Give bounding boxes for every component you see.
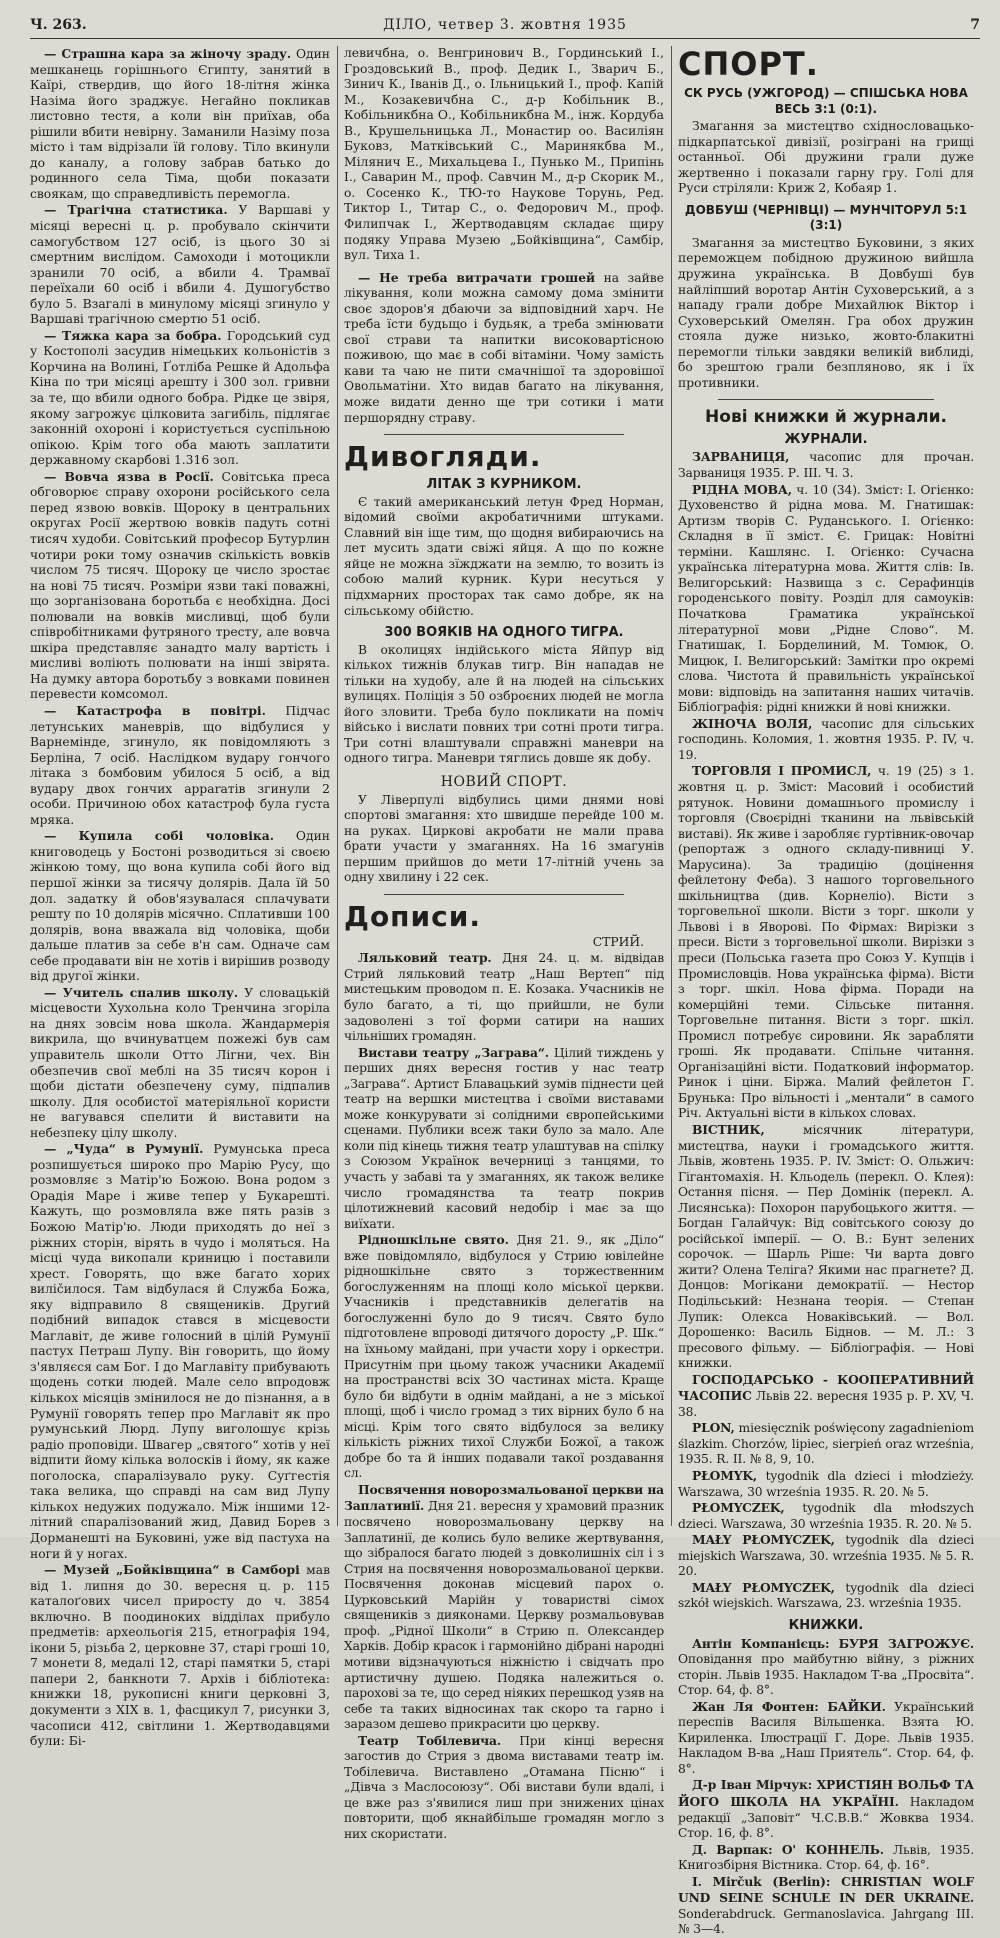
book-entry: Д-р Іван Мірчук: ХРИСТІЯН ВОЛЬФ ТА ЙОГО ШКОЛА НА УКРАЇНІ. Накладом редакції „Заповіт“ Ч.С.В.В.“ Жовква 1934. Стор. 16, ф. 8°. xyxy=(678,1777,975,1841)
section-title-books: Нові книжки й журнали. xyxy=(705,407,947,428)
news-item xyxy=(30,1562,330,1750)
report-item xyxy=(344,1733,664,1843)
match-heading: СК РУСЬ (УЖГОРОД) — СПІШСЬКА НОВА ВЕСЬ 3:1 (0:1). xyxy=(684,86,968,116)
journal-entry: PLON, miesięcznik poświęcony zagadnieniom ślazkim. Chorzów, lipiec, sierpień oraz września, 1935. R. II. № 8, 9, 10. xyxy=(678,1420,974,1467)
journal-entry: ГОСПОДАРСЬКО - КООПЕРАТИВНИЙ ЧАСОПИС Львів 22. вересня 1935 р. Р. XV, Ч. 38. xyxy=(678,1371,974,1419)
article-heading: ЛІТАК З КУРНИКОМ. xyxy=(426,477,582,493)
column-rule xyxy=(337,46,338,1526)
journal-entry: ТОРГОВЛЯ І ПРОМИСЛ, ч. 19 (25) з 1. жовтня ц. р. Зміст: Масовий і особистий рятунок. Новини домашнього промислу і торговля (Своєрідні тканини на львівській виставі). Як живе і заробляє гуртівник-овочар (репортаж з одного складу-пивниці У. Марусина). За традицію (доцінення фейлетону Феба). З нашого торговельного шкільництва (див. Корнеліо). Вісти з торговельної школи. Вісти з торг. школи у Львові і в Яворові. По Фірмах: Вирізки з преси. Вісти з торговельної школи. Вирізки з преси (Польська газета про Союз У. Купців і Промисловців. Нова українська фірма). Вісти з торг. шкіл. Нова фірма. Поради на комерційні теми. Сільське питання. Торговельне питання. Вісти з торг. шкіл. Промисл потребує сировини. Як зарабляти гроші. Як продавати. Спільне читання. Організаційні вісти. Податковий інформатор. Ринок і ціни. Біржа. Малий фейлетон Г. Брунька: Про вільності і „ментали“ в самого Річ. Актуальні вісти в кількох словах. xyxy=(678,763,974,1121)
subheading-books: КНИЖКИ. xyxy=(788,1617,864,1633)
news-lead: — Катастрофа в повітрі. xyxy=(44,702,266,718)
report-item xyxy=(344,1045,664,1233)
journal-entry: ЗАРВАНИЦЯ, часопис для прочан. Зарваниця 1935. Р. III. Ч. 3. xyxy=(678,449,974,481)
match-report: Змагання за мистецтво Буковини, з яких переможцем побідною дружиною вийшла дружина українська. В Довбуші був найліпший воротар Антін Суховерський, а з нападу грали добре Михайлюк Віктор і Суховерський Омелян. Гра обох дружин стояла дуже низько, жовто-блакитні перемогли тільки завдяки великій виблиді, бо зрештою грали безпляново, як і їх противники. xyxy=(678,235,974,390)
journal-entry: РІДНА МОВА, ч. 10 (34). Зміст: І. Огієнко: Духовенство й рідна мова. М. Гнатишак: Артизм творів С. Руданського. І. Огієнко: Складня в її зміст. Є. Грицак: Новітні терміни. Кашлянс. І. Огієнко: Сучасна українська літературна мова. Життя слів: Ів. Велигорський: Назвища з с. Серафинців городенського повіту. Розділ для самоуків: Початкова Граматика української літературної мови „Рідне Слово“. М. Гнатишак, І. Борделиний, М. Томюк, О. Мицюк, І. Велигорський: Замітки про окремі слова. Чистота й правильність української мови: відповідь на запитання наших читачів. Бібліографія: рідні книжки й нові книжки. xyxy=(678,481,974,715)
news-lead: — Страшна кара за жіночу зраду. xyxy=(44,46,292,61)
section-title-correspondence: Дописи. xyxy=(344,899,481,933)
book-entry: Д. Варпак: О' КОННЕЛЬ. Львів, 1935. Книгозбірня Вістника. Стор. 64, ф. 16°. xyxy=(678,1841,974,1873)
report-item xyxy=(344,1232,664,1482)
report-lead: Ляльковий театр. xyxy=(358,950,492,966)
book-entry: I. Mirčuk (Berlin): CHRISTIAN WOLF UND SEINE SCHULE IN DER UKRAINE. Sonderabdruck. Germanoslavica. Jahrgang III. № 3—4. xyxy=(678,1873,974,1937)
match-heading: ДОВБУШ (ЧЕРНІВЦІ) — МУНЧІТОРУЛ 5:1 (3:1) xyxy=(684,202,968,233)
subheading-journals: ЖУРНАЛИ. xyxy=(784,431,868,447)
article-text: У Ліверпулі відбулись цими днями нові спортові змагання: хто швидше перейде 100 м. на руках. Циркові акробати не мали права брати участи у змаганнях. На 16 змагунів першим прийшов до мети 17-літній учень за одну хвилину і 22 сек. xyxy=(344,792,664,885)
dateline: СТРИЙ. xyxy=(592,934,644,949)
news-lead: — Купила собі чоловіка. xyxy=(44,828,274,844)
museum-donors: левичбна, о. Венгринович В., Гординський І., Гроздовський В., проф. Дедик І., Зварич Б., Зинич К., Іванів Д., о. Ільницький І., проф. Капій М., Козакевичбна С., д-р Кобільник В., Кобільникбна О., Кобільникбна М., інж. Кордуба В., Крушельницька Л., Монастир оо. Василіян Буковз, Матківський С., Маринякбва М., Мілянич Е., Михальцева І., Пунько М., Припінь І., Саварин М., проф. Савчин М., д-р Скорик М., о. Сосенко К., ТЮ-то Наукове Торунь, Ред. Тиктор І., Титар С., о. Федорович М., проф. Филипчак І., Жертводавцям складає щиру подяку Управа Музею „Бойківщина“, Самбір, вул. Тиха 1. xyxy=(344,46,664,263)
divider xyxy=(384,894,624,895)
news-item xyxy=(30,469,330,703)
divider xyxy=(384,434,624,435)
report-lead: Рідношкільне свято. xyxy=(358,1232,509,1248)
news-text: У словацькій місцевости Хухольна коло Тренчина згоріла на днях зовсім нова школа. Жандармерія викрила, що вчинуватцем пожежі був сам управитель школи Отто Лігни, чех. Він обезпечив свої меблі на 35 тисяч корон і щоби дістати обезпечену суму, підпалив школу. Для особистої матеріяльної користи не вагувався спелити й виставити на небезпеку цілу школу. xyxy=(30,985,330,1140)
report-text: Дня 24. ц. м. відвідав Стрий ляльковий театр „Наш Вертеп“ під мистецьким проводом п. Е. Козака. Учасників не було багато, а ті, що прийшли, не були задоволені з тої форми сатири на наших чільніших громадян. xyxy=(344,951,664,1044)
news-lead: — Не треба витрачати грошей xyxy=(358,269,596,285)
column-middle xyxy=(344,46,665,1841)
news-text: Совітська преса обговорює справу охорони російського села перед язвою вовків. Щороку в центральних округах Росії жертвою вовків падуть сотні тисяч худоби. Совітський професор Бутурлин чотири роки тому означив скількість вовків числом 75 тисяч. Щороку це число зростає на нові 75 тисяч. Розміри язви такі поважні, що зорганізована боротьба є необхідна. Досі полювали на вовків мисливці, щоб були співробітниками футряного тресту, але вовча шкіра представляє занадто малу вартість і мисливі воліють полювати на інші звірята. На думку автора боротьбу з вовками повинен перевести комсомол. xyxy=(30,469,331,702)
issue-number: Ч. 263. xyxy=(30,17,87,33)
journal-entry: MAŁY PŁOMYCZEK, tygodnik dla dzieci szkół wiejskich. Warszawa, 23. września 1935. xyxy=(678,1579,974,1611)
match-report: Змагання за мистецтво східнословацько-підкарпатської дивізії, розіграні на грищі останньої. Обі дружини грали дуже жертвенно і показали гарну гру. Голі для Руси стріляли: Криж 2, Кобаяр 1. xyxy=(678,119,974,196)
news-lead: — Тяжка кара за бобра. xyxy=(44,327,222,343)
journal-entry: PŁOMYK, tygodnik dla dzieci i młodzieży. Warszawa, 30 września 1935. R. 20. № 5. xyxy=(678,1468,974,1499)
news-lead: — „Чуда“ в Румунії. xyxy=(44,1141,204,1157)
section-title-curiosities: Дивогляди. xyxy=(344,440,542,474)
column-rule xyxy=(671,46,672,1526)
news-text: Один мешканець горішнього Єгипту, занятий в Каїрі, ствердив, що його 18-літня жінка Назіма його зраджує. Негайно покликав листовно тестя, а коли він приїхав, оба рішили вбити невірну. Заманили Назіму поза місто і там відрізали їй голову. Тіло вкинули до каналу, а голову забрав батько до родинного села Тіма, щоби показати своякам, що справедливість перемогла. xyxy=(30,47,330,201)
news-lead: — Музей „Бойківщина“ в Самборі xyxy=(44,1562,300,1578)
column-news xyxy=(30,46,331,1749)
report-lead: Театр Тобілевича. xyxy=(358,1732,501,1748)
news-item xyxy=(30,328,330,469)
column-sport-books xyxy=(678,45,975,1937)
report-text: При кінці вересня загостив до Стрия з двома виставами театр ім. Тобілевича. Виставлено „Отамана Пісню“ і „Дівча з Маслосоюзу“. Обі вистави були вдалі, і це вже раз з'явилися лиш при знижених цінах повторити, щоб якнайбільше громадян могло з них скористати. xyxy=(344,1733,664,1841)
report-text: Дня 21. вересня у храмовий празник посвячено новорозмальовану церкву на Заплатинії, де колись було велике жертвування, що зібралося багато людей з довколишніх сіл і з Стрия на посвячення новорозмальованої церкви. Посвячення доконав місцевий парох о. Цурковський Марійн у товаристві сімох священиків з дияконами. Церкву розмальовував проф. „Рідної Школи“ в Стрию п. Олександер Харків. Добір красок і гармонійно дібрані народні мотиви відзначуються ніжністю і свідчать про артистичну душею. Подяка належиться о. парохові за те, що серед ніяких перешкод узяв на себе та таких відносинах так скоро та гарно і заразом дешево прикрасити цю церкву. xyxy=(344,1499,664,1732)
report-item xyxy=(344,1482,664,1733)
journal-entry: ЖІНОЧА ВОЛЯ, часопис для сільських господинь. Коломия, 1. жовтня 1935. Р. IV, ч. 19. xyxy=(678,715,974,762)
news-lead: — Трагічна статистика. xyxy=(44,202,228,218)
section-title-sport: СПОРТ. xyxy=(678,45,819,83)
article-text: Є такий американський летун Фред Норман, відомий своїми акробатичними штуками. Славний він іще тим, що щодня вибираючись на лет мусить здати свіжі яйця. А що по кожне яйце не можна зїжджати на землю, то возить із собою малий курник. Кури несуться у підхмарних просторах так само добре, як на сільському обійстю. xyxy=(344,494,664,618)
news-lead: — Учитель спалив школу. xyxy=(44,984,239,1000)
news-text: мав від 1. липня до 30. вересня ц. р. 115 каталоґових чисел приросту до ч. 3854 включно. В поодиноких відділах прибуло предметів: археольогія 215, етнографія 194, ікони 5, різьба 2, церковне 37, старі гроші 10, 7 монети 8, медалі 12, старі памятки 5, старі папери 2, банкноти 7. Архів і бібліотека: книжки 18, рукописні книги церковні 3, документи з XIX в. 1, фасцикул 7, рисунки 3, часописи 412, світлини 1. Жертводавцями були: Бі- xyxy=(30,1563,330,1749)
news-item xyxy=(30,985,330,1141)
news-item xyxy=(30,703,330,828)
news-item xyxy=(30,828,330,984)
news-lead: — Вовча язва в Росії. xyxy=(44,468,214,484)
report-text: Дня 21. 9., як „Діло“ вже повідомляло, відбулося у Стрию ювілейне рідношкільне свято з торжественним богослуженням на площі коло міської церкви. Учасників і представників делегатів на богослуженні було до 9 тисяч. Свято було підготовлене впроводі дитячого доросту „Р. Шк.“ на їхньому майдані, при участи хору і оркестри. Присутнім при цьому також учасники Академії на пространстві всіх ЗО частинах міста. Краще було би відбути в однім майдані, а не з міської площі, щоб і число громад з тих вірних було б на місці. Крім того свято відбулося за велику кількість ріжних тихої Служби Божої, а також добре бо та й інших подавали такої роздавання сл. xyxy=(344,1233,665,1481)
journal-entry: ВІСТНИК, місячник літератури, мистецтва, науки і громадського життя. Львів, жовтень 1935. Р. IV. Зміст: О. Ольжич: Гігантомахія. Н. Кльодель (перекл. О. Клея): Остання пісня. — Пер Домінік (перекл. А. Лисянська): Похорон парубоцького життя. — Богдан Галайчук: Від совітського союзу до російської імперії. — О. В.: Бунт зелених сорочок. — Шарль Ріше: Чи варта довго жити? Олена Теліга? Якими нас прагнете? Д. Донцов: Могікани демократії. — Нестор Подільський: Незнана теорія. — Степан Лупик: Олекса Новаківський. — Вол. Дорошенко: Василь Біднов. — М. Л.: З пресового фільму. — Бібліографія. — Нові книжки. xyxy=(678,1122,974,1371)
page-header xyxy=(30,14,980,39)
article-heading: 300 ВОЯКІВ НА ОДНОГО ТИГРА. xyxy=(384,625,624,641)
report-text: Цілий тиждень у перших днях вересня гостив у нас театр „Заграва“. Артист Блавацький зумів піднести цей театр на вершки мистецтва і своїми виставами може конкурувати зі солідними європейськими сценами. Публики всеж таки було за мало. Але коли під кінець тижня театр улаштував на спілку з Союзом Українок вечерниці з танцями, то участь у забаві та у змаганнях, як також велике число громадянства та театр покрив цілотижневий касовий недобір і має за що виїхати. xyxy=(344,1045,664,1231)
report-lead: Вистави театру „Заграва“. xyxy=(358,1044,549,1060)
report-item xyxy=(344,950,664,1044)
news-text: У Варшаві у місяці вересні ц. р. пробувало скінчити самогубством 127 осіб, із цього 30 зі смертним вислідом. Самоходи і мотоцикли зранили 70 осіб, а вбили 4. Трамваї переїхали 60 осіб і вбили 4. Душогубство було 5. Взагалі в минулому місяці згинуло у Варшаві трагічною смертю 51 осіб. xyxy=(30,203,330,327)
journal-entry: PŁOMYCZEK, tygodnik dla młodszych dzieci. Warszawa, 30 września 1935. R. 20. № 5. xyxy=(678,1500,974,1531)
report-lead: Посвячення новорозмальованої церкви на Заплатинії. xyxy=(344,1481,664,1514)
news-text: на зайве лікування, коли можна самому дома змінити своє здоров'я дбаючи за відповідний харч. Не треба їсти будьщо і будьяк, а треба змінювати свої страви та напитки високовартісною поживою, що має в собі вітаміни. Чому замість кави та чаю не пити смачнішої та здоровішої Овольматіни. Хто видав багато на лікування, може видати денно ще три сотики і мати першорядну страву. xyxy=(344,270,664,425)
masthead-line: ДІЛО, четвер 3. жовтня 1935 xyxy=(383,17,627,33)
journal-entry: MAŁY PŁOMYCZEK, tygodnik dla dzieci miejskich Warszawa, 30. września 1935. № 5. R. 20. xyxy=(678,1532,974,1579)
news-text: Городський суд у Костополі засудив німецьких кольоністів з Корчина на Волині, Ґотліба Решке й Адольфа Кіна по три місяці арешту і 300 зол. гривни за те, що вбили одного бобра. Рідке це звіря, якому загрожує цілковита загибіль, підлягає законній охороні і користується суспільною опікою. Крім того оба мають заплатити державному скарбові 1.316 зол. xyxy=(30,328,331,468)
divider xyxy=(718,399,934,400)
book-entry: Жан Ля Фонтен: БАЙКИ. Український переспів Василя Вільшенка. Взята Ю. Кириленка. Ілюстрації Г. Доре. Львів 1935. Накладом В-ва „Наш Приятель“. Стор. 64, ф. 8°. xyxy=(678,1698,974,1776)
news-item xyxy=(30,202,330,327)
page-number: 7 xyxy=(970,17,980,33)
news-item xyxy=(30,1141,330,1562)
news-text: Підчас летунських маневрів, що відбулися у Варнеміндe, згинуло, як повідомляють з Берліна, 7 осіб. Наслідком вудару гончого літака з бомбовим убилося 5 осіб, а від вудару двох гончих apparатів згинули 2 особи. Причиною обох катастроф була густа мряка. xyxy=(30,703,330,827)
article-heading: НОВИЙ СПОРТ. xyxy=(440,773,568,790)
article-text: В околицях індійського міста Яйпур від кількох тижнів блукав тигр. Він нападав не тільки на худобу, але й на людей на сільських вулицях. Поліція з 50 озброєних людей не могла його зловити. Треба було покликати на поміч військо і вислати повних три сотні проти тигра. Три сотні влаштували справжні маневри на одного тигра. Маневри тяглись довше як добу. xyxy=(344,642,664,766)
news-text: Один книговодець у Бостоні розводиться зі своєю жінкою тому, що вона купила собі його від першої жінки за тисячу долярів. Дала їй 50 дол. задатку й обов'язувалася сплачувати решту по 10 долярів місячно. Сплативши 100 долярів, вона вважала від чоловіка, щоби дальше платив за себе в'н сам. Одначе сам себе продавати він не хотів і вирішив розводу від другої жінки. xyxy=(30,829,330,984)
book-entry: Антін Компанієць: БУРЯ ЗАГРОЖУЄ. Оповідання про майбутню війну, з ріжних сторін. Львів 1935. Накладом Т-ва „Просвіта“. Стор. 64, ф. 8°. xyxy=(678,1635,974,1698)
news-item xyxy=(30,46,330,202)
news-item xyxy=(344,270,664,426)
news-text: Румунська преса розпишується широко про Марію Русу, що розмовляє з Матір'ю Божою. Вона родом з Орадія Маре і живе тепер у Букарешті. Кажуть, що розмовляла вже пять разів з Божою Матір'ю. Люди приходять до неї з ріжних сторін, вірять в чудо і моляться. На місці чуда викопали криницю і поставили хрест. Говорять, що вже багато хорих виліčилося. Там відбулася й Служба Божа, яку відправило 8 священиків. Другий подібний випадок стався в місцевости Маглавіт, де живе голосний в цілій Румунії пастух Петраш Лупу. Він говорить, що йому з'являєся сам Бог. І до Маглавіту прибувають щодень сотки людей. Мале село впродовж кількох місяців змінилося не до пізнання, а в Румунії говорять тепер про Маглавіт як про румунський Люрд. Лупу виголошує крізь радіо проповіди. Швагер „святого“ хотів у неї відпити йому кілька волосків і йому, як каже поголоска, спаралізувало руку. Суґгестія така велика, що справді на сам вид Лупу кількох недужих подужало. Між іншими 12-літний спаралізований жид, Давид Борев з Дорманешті на Буковині, уже від пастуха на ноги й у ногах. xyxy=(30,1142,330,1561)
